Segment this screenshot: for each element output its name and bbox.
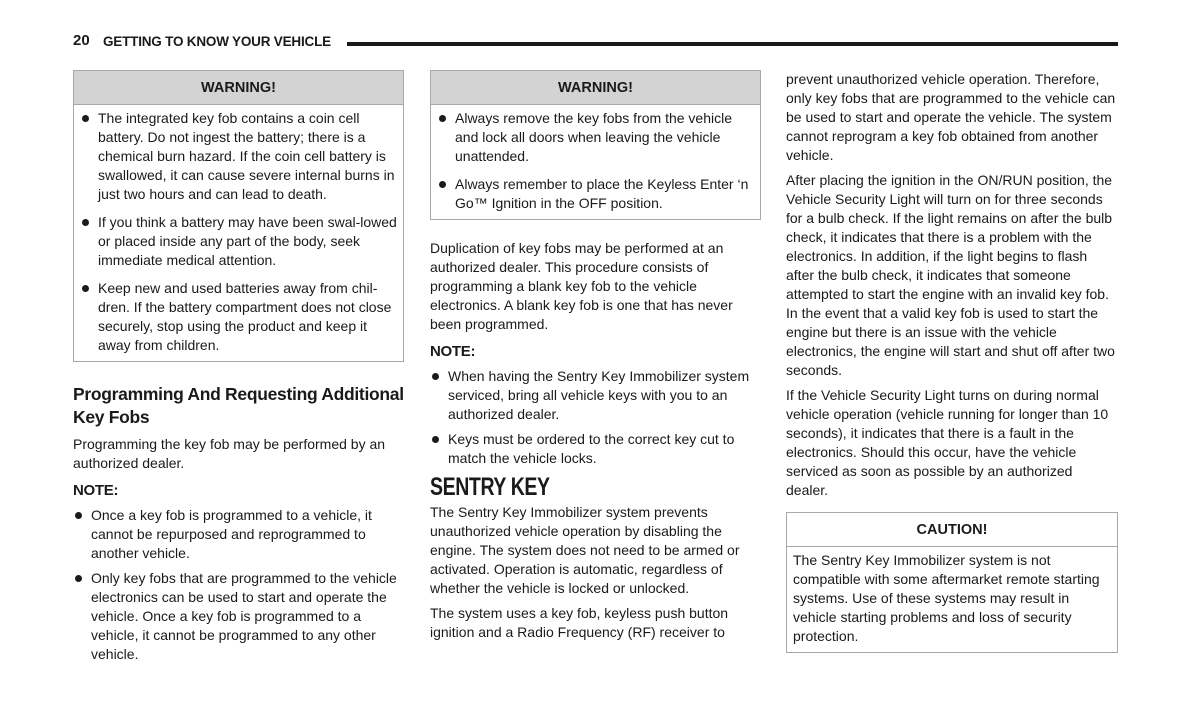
note-label: NOTE: xyxy=(73,482,119,499)
header-rule xyxy=(347,42,1118,46)
warning-item: Keep new and used batteries away from chil-dren. If the battery compartment does not close securely, stop using the product and keep it away from children. xyxy=(80,279,397,355)
paragraph: Duplication of key fobs may be performed at an authorized dealer. This procedure consists of programming a blank key fob to the vehicle electronics. A blank key fob is one that has never been programmed. xyxy=(430,240,733,332)
column-right xyxy=(786,70,1118,653)
warning-box-keyfob xyxy=(430,70,761,220)
note-label: NOTE: xyxy=(430,343,476,360)
warning-item: If you think a battery may have been swal-lowed or placed inside any part of the body, seek immediate medical attention. xyxy=(80,213,397,270)
paragraph: The Sentry Key Immobilizer system prevents unauthorized vehicle operation by disabling the engine. The system does not need to be armed or activated. Operation is automatic, regardless of whether the vehicle is locked or unlocked. xyxy=(430,504,740,596)
caution-box xyxy=(786,512,1118,653)
note-item: Once a key fob is programmed to a vehicle, it cannot be repurposed and reprogrammed to another vehicle. xyxy=(73,506,404,563)
paragraph: If the Vehicle Security Light turns on during normal vehicle operation (vehicle running for longer than 10 seconds), it indicates that there is a fault in the electronics. Should this occur, have the vehicle serviced as soon as possible by an authorized dealer. xyxy=(786,387,1109,498)
note-item: Only key fobs that are programmed to the vehicle electronics can be used to start and operate the vehicle. Once a key fob is programmed to a vehicle, it cannot be programmed to any other vehicle. xyxy=(73,569,404,664)
subsection-heading: Programming And Requesting Additional Key Fobs xyxy=(73,384,404,427)
caution-text: The Sentry Key Immobilizer system is not compatible with some aftermarket remote starting systems. Use of these systems may result in vehicle starting problems and loss of security protection. xyxy=(793,552,1100,644)
warning-item: The integrated key fob contains a coin cell battery. Do not ingest the battery; there is a chemical burn hazard. If the coin cell battery is swallowed, it can cause severe internal burns in just two hours and can lead to death. xyxy=(80,109,397,204)
section-heading: SENTRY KEY xyxy=(430,473,550,501)
page-header xyxy=(73,31,1118,53)
warning-box-battery xyxy=(73,70,404,362)
note-item: When having the Sentry Key Immobilizer system serviced, bring all vehicle keys with you to an authorized dealer. xyxy=(430,367,761,424)
column-left xyxy=(73,70,404,666)
paragraph: After placing the ignition in the ON/RUN position, the Vehicle Security Light will turn on for three seconds for a bulb check. If the light remains on after the bulb check, it indicates that there is a problem with the electronics. In addition, if the light begins to flash after the bulb check, it indicates that someone attempted to start the engine with an invalid key fob. In the event that a valid key fob is used to start the engine but there is an issue with the vehicle electronics, the engine will start and shut off after two seconds. xyxy=(786,172,1115,378)
warning-item: Always remove the key fobs from the vehicle and lock all doors when leaving the vehicle unattended. xyxy=(437,109,754,166)
caution-title: CAUTION! xyxy=(787,513,1117,547)
warning-item: Always remember to place the Keyless Enter ‘n Go™ Ignition in the OFF position. xyxy=(437,175,754,213)
section-title: GETTING TO KNOW YOUR VEHICLE xyxy=(103,34,331,49)
paragraph: The system uses a key fob, keyless push button ignition and a Radio Frequency (RF) receiver to xyxy=(430,605,729,640)
page-number: 20 xyxy=(73,32,90,49)
warning-title: WARNING! xyxy=(431,71,760,105)
warning-title: WARNING! xyxy=(74,71,403,105)
column-middle xyxy=(430,70,761,648)
paragraph: prevent unauthorized vehicle operation. Therefore, only key fobs that are programmed to the vehicle can be used to start and operate the vehicle. The system cannot reprogram a key fob obtained from another vehicle. xyxy=(786,71,1116,163)
paragraph: Programming the key fob may be performed by an authorized dealer. xyxy=(73,436,386,471)
note-item: Keys must be ordered to the correct key cut to match the vehicle locks. xyxy=(430,430,761,468)
